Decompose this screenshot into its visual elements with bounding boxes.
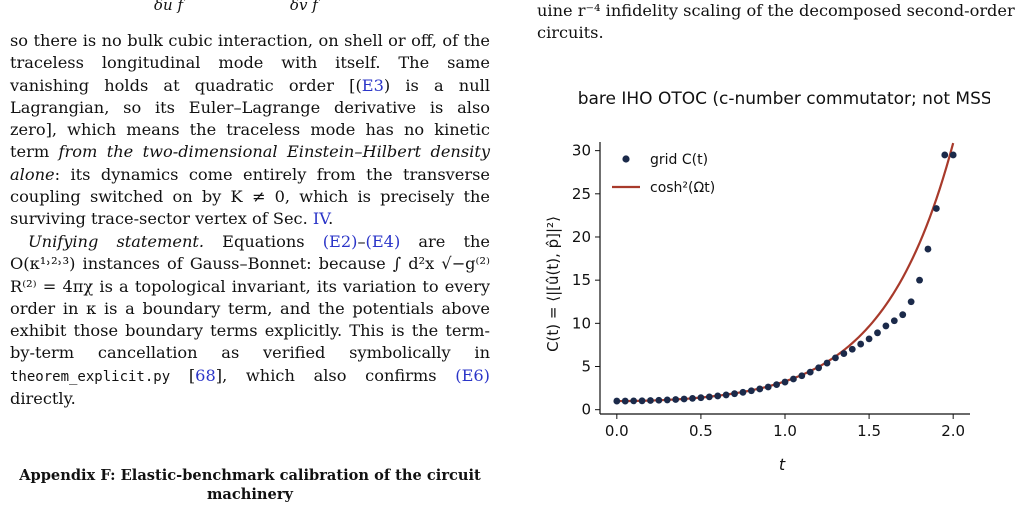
equation-fragment: δu f [154,0,184,14]
y-tick-label: 30 [571,141,591,160]
paragraph-fragment: uine r⁻⁴ infidelity scaling of the decomposed second-order circuits. [537,1,1015,42]
data-point [790,376,797,383]
data-point [874,329,881,336]
data-point [815,364,822,371]
legend-marker-grid [622,155,629,162]
data-point [689,395,696,402]
data-point [740,389,747,396]
legend-label-cosh: cosh²(Ωt) [650,180,716,196]
equation-link-e4[interactable]: (E4) [365,232,401,251]
data-point [849,346,856,353]
y-tick-label: 25 [571,184,591,203]
otoc-chart [530,80,990,480]
figure-otoc [530,80,990,486]
equation-link-e2[interactable]: (E2) [322,232,358,251]
chart-title: bare IHO OTOC (c-number commutator; not MSS) [577,89,990,109]
data-point [840,350,847,357]
y-tick-label: 5 [581,357,591,376]
data-point [714,393,721,400]
data-point [748,387,755,394]
data-point [950,152,957,159]
data-point [824,360,831,367]
data-point [908,298,915,305]
x-tick-label: 1.0 [773,422,797,440]
y-tick-label: 15 [571,271,591,290]
data-point [731,390,738,397]
data-point [756,386,763,393]
paragraph-cubic-interaction: so there is no bulk cubic interaction, on shell or off, of the traceless longitudinal mode with itself. The same vanishing holds at quadratic order [(E3) is a null Lagrangian, so its Euler–Lagrange derivative is also zero], which means the traceless mode has no kinetic term from the two-dimensional Einstein–Hilbert density alone: its dynamics come entirely from the transverse coupling switched on by K ≠ 0, which is precisely the surviving trace-sector vertex of Sec. IV. [10,31,491,229]
equation-link-e3[interactable]: E3 [361,75,384,95]
data-point [807,369,814,376]
citation-link-68[interactable]: 68 [195,365,216,385]
y-axis-label: C(t) = ⟨|[û(t), p̂]|²⟩ [544,216,562,352]
equation-fragment: δv f [290,0,318,14]
x-axis-label: t [778,455,786,474]
data-point [798,372,805,379]
data-point [622,398,629,405]
data-point [613,398,620,405]
data-point [765,384,772,391]
y-tick-label: 20 [571,227,591,246]
legend-label-grid: grid C(t) [650,152,709,168]
data-point [639,397,646,404]
data-point [832,354,839,361]
y-tick-label: 0 [581,400,591,419]
data-point [891,317,898,324]
section-link-iv[interactable]: IV [312,209,329,229]
appendix-heading: Appendix F: Elastic-benchmark calibration of the circuit machinery [19,467,481,503]
data-point [857,341,864,348]
equation-link-e6[interactable]: (E6) [455,365,490,385]
data-point [866,335,873,342]
data-point [925,246,932,253]
x-tick-label: 2.0 [941,422,966,440]
data-point [933,205,940,212]
data-point [773,381,780,388]
data-point [655,397,662,404]
y-tick-label: 10 [571,314,591,333]
data-point [916,277,923,284]
x-tick-label: 0.5 [688,422,713,440]
data-point [664,397,671,404]
data-point [883,323,890,330]
right-column [530,0,1028,511]
x-tick-label: 0.0 [604,422,629,440]
data-point [630,397,637,404]
data-point [681,396,688,403]
chart-legend [612,152,715,196]
x-tick-label: 1.5 [857,422,882,440]
data-point [706,394,713,401]
data-point [899,311,906,318]
code-filename: theorem_explicit.py [10,368,171,385]
left-column [0,0,496,511]
data-point [782,379,789,386]
data-point [647,397,654,404]
paragraph-unifying-statement: Unifying statement. Equations (E2)–(E4) are the O(κ¹˒²˒³) instances of Gauss–Bonnet: because ∫ d²x √−g⁽²⁾ R⁽²⁾ = 4πχ is a topological invariant, its variation to every order in κ is a boundary term, and the potentials above exhibit those boundary terms explicitly. This is the term-by-term cancellation as verified symbolically in theorem_explicit.py [68], which also confirms (E6) directly. [10,232,490,409]
data-point [698,394,705,401]
data-point [672,396,679,403]
data-point [723,392,730,399]
data-point [941,152,948,159]
